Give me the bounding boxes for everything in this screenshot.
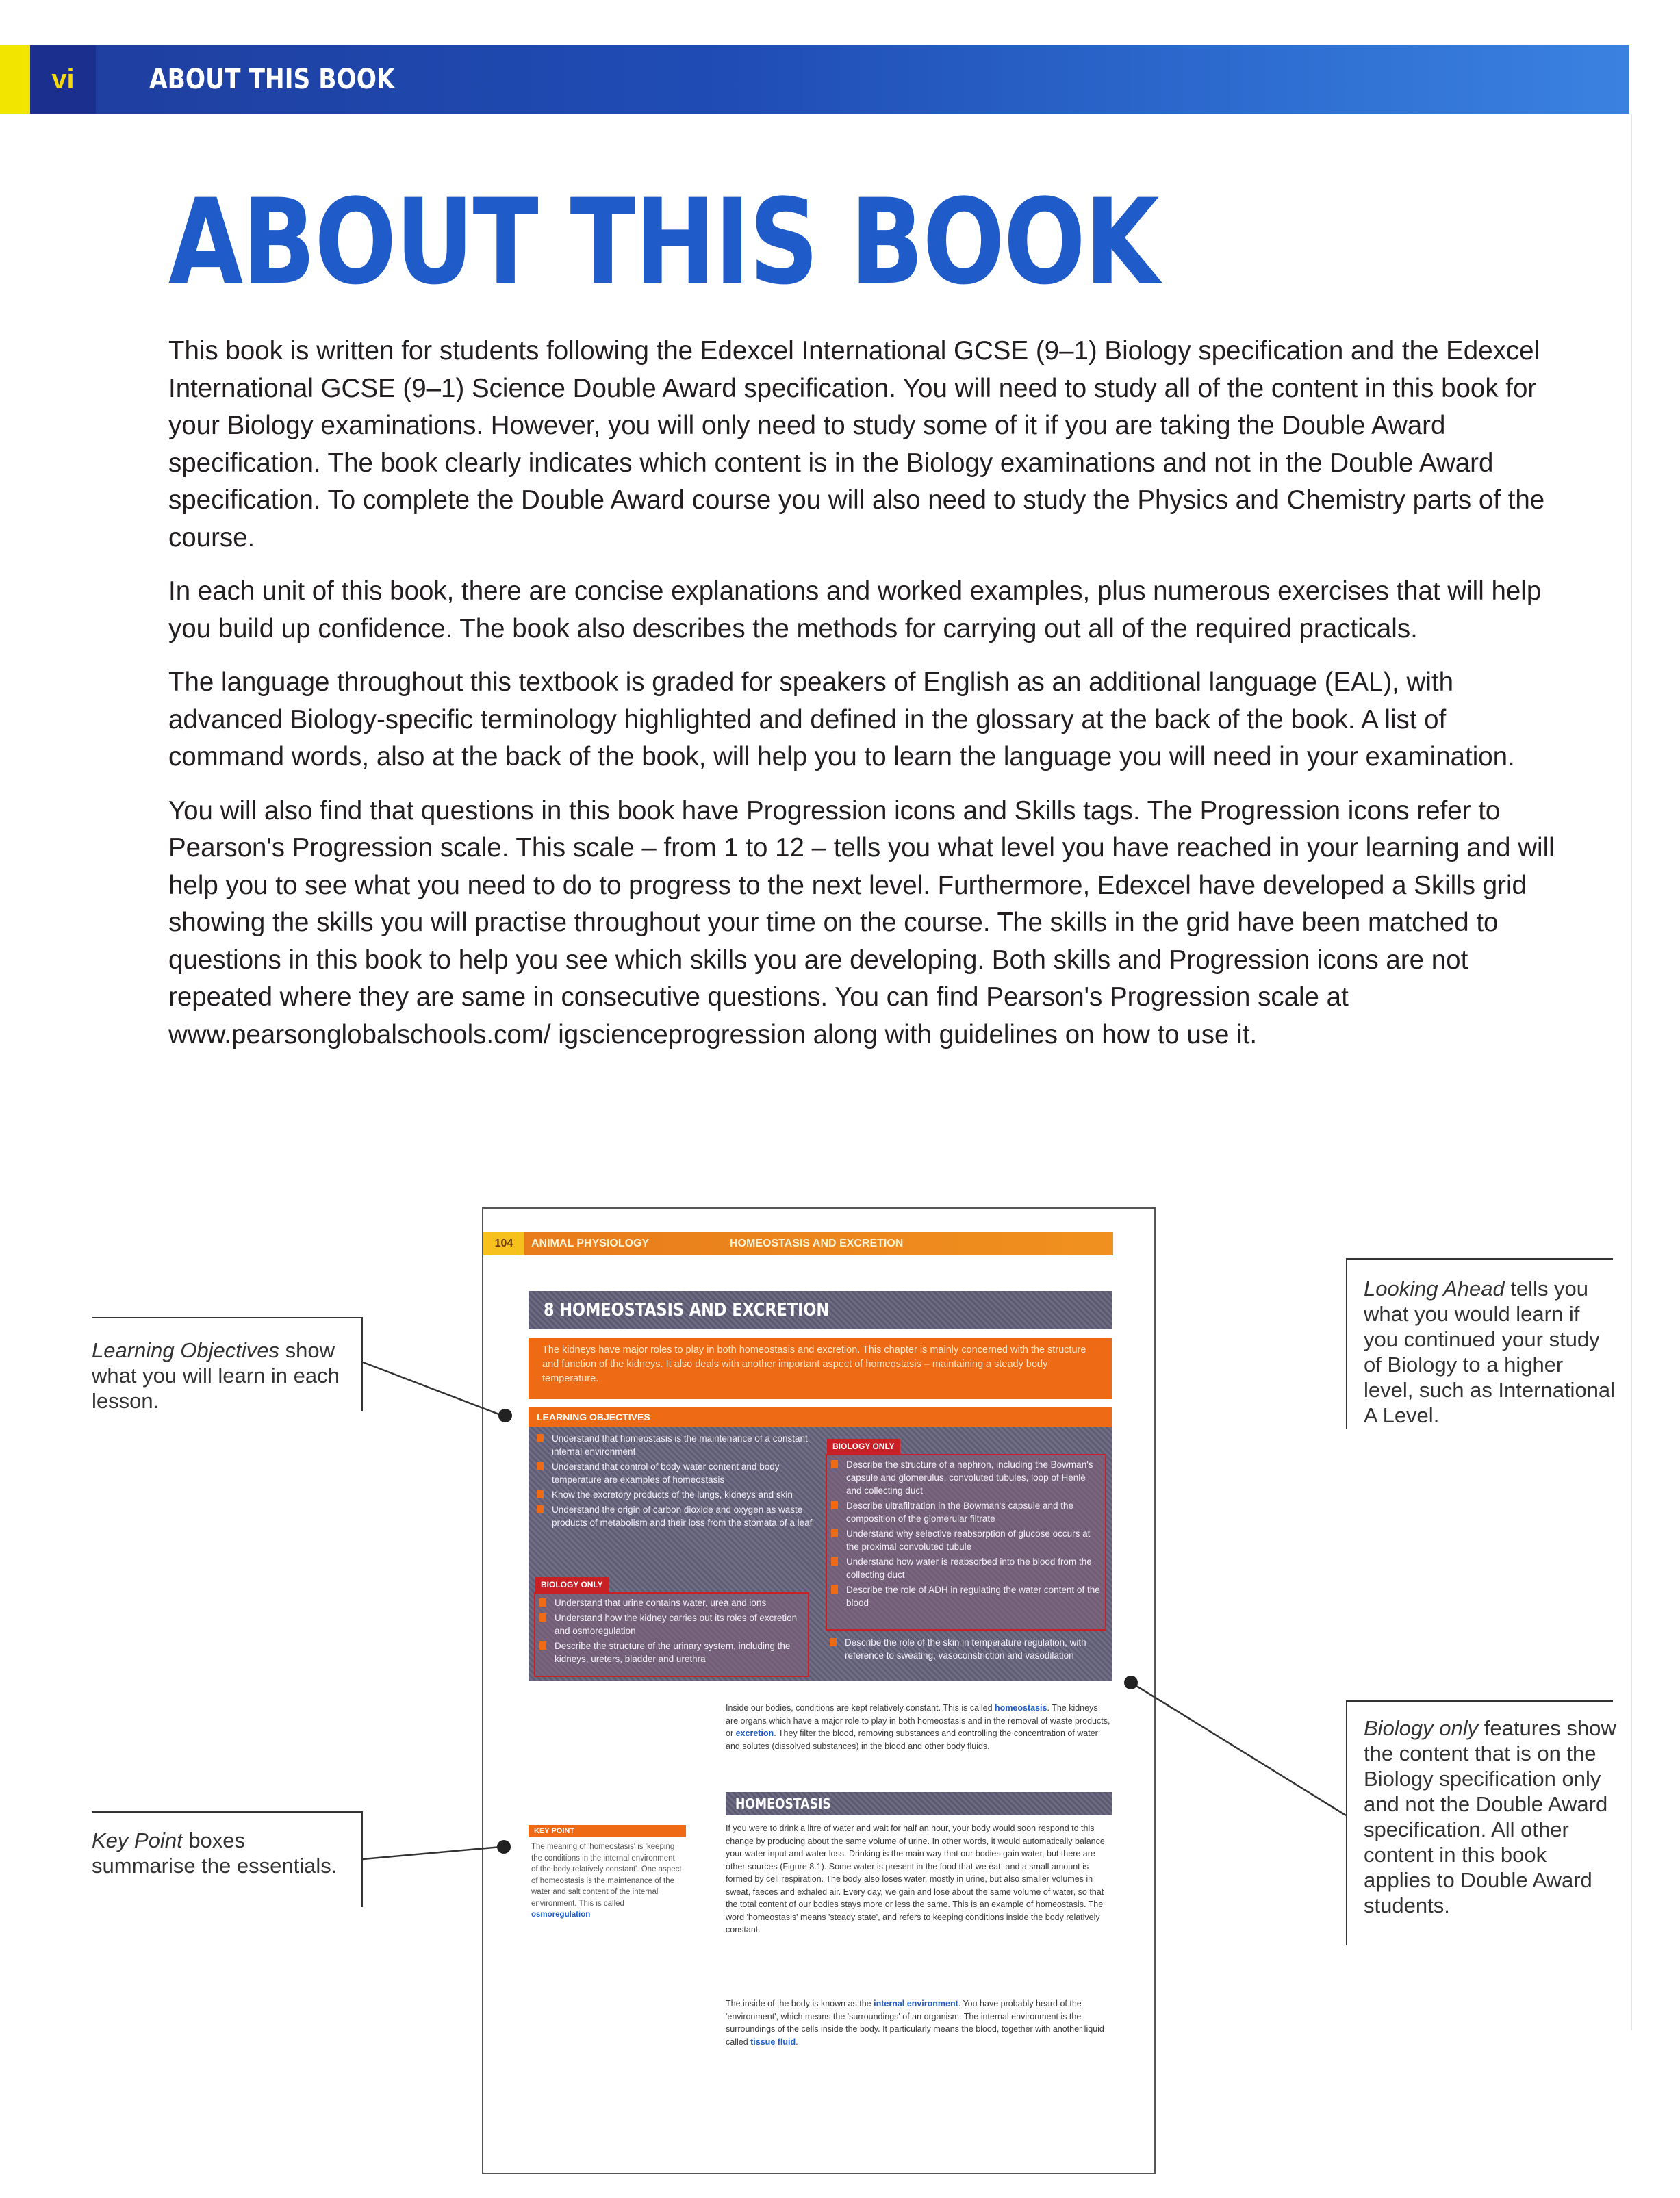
page-number-accent bbox=[0, 45, 30, 114]
page-number: vi bbox=[51, 64, 75, 94]
paragraph-1: This book is written for students following the Edexcel International GCSE (9–1) Biology specification and the Edexcel International GCSE (9–1) Science Double Award specification. You will need to study all of the content in this book for your Biology examinations. However, you will only need to study some of it if you are taking the Double Award specification. The book clearly indicates which content is in the Biology examinations and not in the Double Award specification. To complete the Double Award course you will also need to study the Physics and Chemistry parts of the course. bbox=[168, 336, 1545, 552]
running-header-title: ABOUT THIS BOOK bbox=[149, 64, 395, 95]
biology-only-callout: Biology only features show the content that is on the Biology specification only and not the Double Award specification. All other content in this book applies to Double Award students. bbox=[1364, 1716, 1616, 1917]
sample-key-point-text: The meaning of 'homeostasis' is 'keeping the conditions in the internal environment of the body relatively constant'. One aspect of homeostasis is the maintenance of the water and salt content of the internal environment. This is called osmoregulation bbox=[531, 1843, 682, 1919]
sample-running-header bbox=[483, 1232, 1113, 1255]
sample-lo-item: Understand that homeostasis is the maintenance of a constant internal environment bbox=[534, 1432, 815, 1458]
sample-intro: The kidneys have major roles to play in both homeostasis and excretion. This chapter is mainly concerned with the structure and function of the kidneys. It also deals with another important aspect of homeostasis – maintaining a steady body temperature. bbox=[529, 1338, 1112, 1399]
sample-lo-item: Describe the role of the skin in temperature regulation, with reference to sweating, vasoconstriction and vasodilation bbox=[827, 1636, 1106, 1662]
sample-biology-only-box-right bbox=[826, 1454, 1106, 1631]
page-title: ABOUT THIS BOOK bbox=[168, 173, 1158, 311]
sample-glossary-term: internal environment bbox=[874, 1999, 958, 2008]
sample-section-right: HOMEOSTASIS AND EXCRETION bbox=[730, 1238, 904, 1249]
learning-objectives-callout: Learning Objectives show what you will learn in each lesson. bbox=[92, 1338, 340, 1413]
sample-lo-bio-item: Understand why selective reabsorption of glucose occurs at the proximal convoluted tubule bbox=[828, 1527, 1102, 1553]
sample-chapter-title: 8 HOMEOSTASIS AND EXCRETION bbox=[544, 1300, 830, 1320]
sample-key-point-heading: KEY POINT bbox=[529, 1825, 686, 1837]
sample-biology-only-tag-right: BIOLOGY ONLY bbox=[827, 1439, 900, 1454]
page-edge-rule bbox=[1631, 114, 1632, 2030]
sample-page-number: 104 bbox=[483, 1232, 524, 1255]
sample-lo-bio-item: Understand how the kidney carries out its roles of excretion and osmoregulation bbox=[537, 1611, 805, 1637]
paragraph-2: In each unit of this book, there are concise explanations and worked examples, plus numerous exercises that will help you build up confidence. The book also describes the methods for carrying out all of the required practicals. bbox=[168, 576, 1542, 643]
sample-biology-only-box-left bbox=[534, 1592, 809, 1677]
sample-body-paragraph-3: The inside of the body is known as the internal environment. You have probably heard of the 'environment', which means the 'surroundings' of an organism. The internal environment is the surroundings of the cells inside the body. It particularly means the blood, together with another liquid called tissue fluid. bbox=[726, 1999, 1104, 2047]
body-text bbox=[168, 333, 1565, 1070]
looking-ahead-callout: Looking Ahead tells you what you would learn if you continued your study of Biology to a higher level, such as International A Level. bbox=[1364, 1277, 1616, 1427]
sample-section-left: ANIMAL PHYSIOLOGY bbox=[531, 1238, 650, 1249]
sample-body-paragraph-2: If you were to drink a litre of water and wait for half an hour, your body would soon respond to this change by producing about the same volume of urine. In other words, it would automatically balance your water input and water loss. Drinking is the main way that our bodies gain water, but there are other sources (Figure 8.1). Some water is present in the food that we eat, and a small amount is formed by cell respiration. The body also loses water, mostly in urine, but also smaller volumes in sweat, faeces and exhaled air. Every day, we gain and lose about the same volume of water, so that the total content of our bodies stays more or less the same. This is an example of homeostasis. The word 'homeostasis' means 'steady state', and refers to keeping conditions inside the body relatively constant. bbox=[726, 1824, 1105, 1934]
sample-biology-only-tag-left: BIOLOGY ONLY bbox=[535, 1577, 609, 1592]
sample-lo-left bbox=[534, 1432, 815, 1531]
sample-subheading-bar bbox=[726, 1792, 1112, 1815]
sample-glossary-term: homeostasis bbox=[995, 1703, 1047, 1713]
paragraph-4: You will also find that questions in this book have Progression icons and Skills tags. The Progression icons refer to Pearson's Progression scale. This scale – from 1 to 12 – tells you what level you have reached in your learning and will help you to see what you need to do to progress to the next level. Furthermore, Edexcel have developed a Skills grid showing the skills you will practise throughout your time on the course. The skills in the grid have been matched to questions in this book to help you see which skills you are developing. Both skills and Progression icons are not repeated where they are same in consecutive questions. You can find Pearson's Progression scale at www.pearsonglobalschools.com/ igscienceprogression along with guidelines on how to use it. bbox=[168, 795, 1555, 1049]
sample-lo-bio-item: Describe the structure of the urinary system, including the kidneys, ureters, bladder and urethra bbox=[537, 1639, 805, 1665]
key-point-callout: Key Point boxes summarise the essentials. bbox=[92, 1828, 338, 1878]
sample-lo-item: Understand the origin of carbon dioxide and oxygen as waste products of metabolism and their loss from the stomata of a leaf bbox=[534, 1503, 815, 1529]
paragraph-3: The language throughout this textbook is graded for speakers of English as an additional language (EAL), with advanced Biology-specific terminology highlighted and defined in the glossary at the back of the book. A list of command words, also at the back of the book, will help you to learn the language you will need in your examination. bbox=[168, 667, 1515, 771]
sample-lo-bio-item: Describe ultrafiltration in the Bowman's capsule and the composition of the glomerular filtrate bbox=[828, 1499, 1102, 1525]
sample-lo-item: Know the excretory products of the lungs, kidneys and skin bbox=[534, 1488, 815, 1501]
sample-page-thumbnail bbox=[482, 1207, 1156, 2174]
sample-lo-bio-item: Describe the role of ADH in regulating the water content of the blood bbox=[828, 1583, 1102, 1609]
sample-learning-objectives bbox=[529, 1407, 1112, 1681]
sample-subheading: HOMEOSTASIS bbox=[735, 1796, 831, 1812]
sample-lo-bio-item: Understand that urine contains water, urea and ions bbox=[537, 1596, 805, 1609]
sample-lo-bio-item: Understand how water is reabsorbed into the blood from the collecting duct bbox=[828, 1555, 1102, 1581]
sample-body-paragraph-1: Inside our bodies, conditions are kept relatively constant. This is called homeostasis. The kidneys are organs which have a major role to play in both homeostasis and in the removal of waste products, or excretion. They filter the blood, removing substances and controlling the concentration of water and solutes (dissolved substances) in the blood and other body fluids. bbox=[726, 1703, 1110, 1751]
sample-lo-item: Understand that control of body water content and body temperature are examples of homeostasis bbox=[534, 1460, 815, 1486]
sample-lo-bio-item: Describe the structure of a nephron, including the Bowman's capsule and glomerulus, convoluted tubules, loop of Henlé and collecting duct bbox=[828, 1458, 1102, 1497]
sample-chapter-banner bbox=[529, 1291, 1112, 1329]
sample-key-point-box bbox=[529, 1825, 686, 1925]
sample-lo-right-extra bbox=[827, 1636, 1106, 1664]
sample-glossary-term: excretion bbox=[735, 1728, 774, 1738]
sample-glossary-term: tissue fluid bbox=[750, 2036, 796, 2047]
sample-lo-heading: LEARNING OBJECTIVES bbox=[529, 1407, 1112, 1427]
